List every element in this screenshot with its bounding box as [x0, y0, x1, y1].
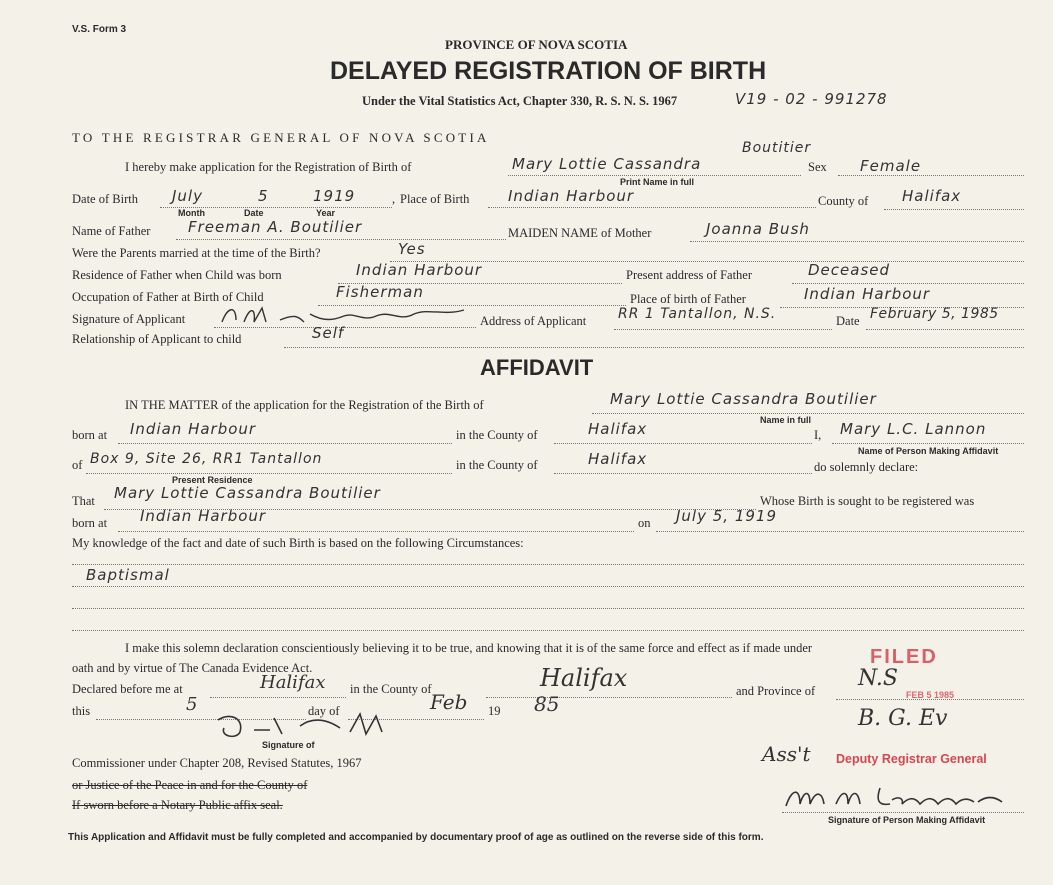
month-value: Feb: [430, 690, 468, 714]
residence-caption: Present Residence: [172, 475, 253, 485]
residence-value-2: Box 9, Site 26, RR1 Tantallon: [90, 451, 323, 467]
mother-label: MAIDEN NAME of Mother: [508, 226, 652, 240]
person-line: [832, 443, 1024, 444]
declared-county-line: [486, 697, 732, 698]
affiant-signature: [780, 780, 1020, 814]
born-at-value: Indian Harbour: [130, 420, 257, 438]
assistant-mark: Ass't: [762, 742, 811, 766]
declared-place-line: [210, 697, 346, 698]
registrar-initials: B. G. Ev: [858, 706, 948, 731]
born-at-value-2: Indian Harbour: [140, 507, 267, 525]
person-sig-caption: Signature of Person Making Affidavit: [828, 815, 986, 825]
province-label: and Province of: [736, 684, 816, 698]
county-label-1: in the County of: [456, 428, 538, 442]
that-value: Mary Lottie Cassandra Boutilier: [114, 484, 381, 502]
of-label: of: [72, 458, 83, 472]
born-at-line: [118, 443, 452, 444]
day-value: 5: [186, 694, 198, 715]
applicant-signature-label: Signature of Applicant: [72, 312, 186, 326]
on-line: [656, 531, 1024, 532]
footer-note: This Application and Affidavit must be fully completed and accompanied by documentary proof of age as outlined on the reverse side of this form.: [68, 832, 764, 843]
name-line: [508, 175, 801, 176]
province-heading: PROVINCE OF NOVA SCOTIA: [445, 37, 628, 52]
married-line: [390, 261, 1024, 262]
year-value: 85: [534, 692, 560, 716]
on-value: July 5, 1919: [676, 507, 777, 525]
child-name-value: Mary Lottie Cassandra: [512, 155, 702, 173]
this-label: this: [72, 704, 91, 718]
on-label: on: [638, 516, 651, 530]
county-value-1: Halifax: [588, 420, 648, 438]
present-address-label: Present address of Father: [626, 268, 753, 282]
filed-stamp: FILED: [870, 646, 938, 668]
intro-label: I hereby make application for the Registration of Birth of: [125, 160, 412, 174]
applicant-address-label: Address of Applicant: [480, 314, 587, 328]
father-value: Freeman A. Boutilier: [188, 218, 363, 236]
mother-line: [690, 241, 1024, 242]
county-line-1: [554, 443, 812, 444]
matter-value: Mary Lottie Cassandra Boutilier: [610, 390, 877, 408]
day-label: day of: [308, 704, 340, 718]
declaration-line-2: oath and by virtue of The Canada Evidence Act.: [72, 661, 313, 675]
application-date-label: Date: [836, 314, 860, 328]
father-line: [176, 239, 506, 240]
i-label: I,: [814, 428, 822, 442]
filed-date-stamp: FEB 5 1985: [906, 690, 955, 700]
father-birthplace-label: Place of birth of Father: [630, 292, 746, 306]
occupation-label: Occupation of Father at Birth of Child: [72, 290, 264, 304]
relationship-label: Relationship of Applicant to child: [72, 332, 242, 346]
circumstance-line-2: [72, 586, 1024, 587]
married-value: Yes: [398, 240, 426, 258]
applicant-address-line: [614, 329, 832, 330]
residence-line-2: [86, 473, 452, 474]
dob-year-value: 1919: [313, 187, 356, 205]
county-value-2: Halifax: [588, 450, 648, 468]
print-name-caption: Print Name in full: [620, 177, 695, 187]
month-caption: Month: [178, 208, 205, 218]
pob-label: Place of Birth: [400, 192, 470, 206]
born-at-line-2: [118, 531, 634, 532]
father-label: Name of Father: [72, 224, 151, 238]
residence-value: Indian Harbour: [356, 261, 483, 279]
circumstance-line-3: [72, 608, 1024, 609]
relationship-value: Self: [312, 324, 345, 342]
person-value: Mary L.C. Lannon: [840, 420, 987, 438]
dob-date-value: 5: [258, 187, 269, 205]
circumstance-line-1: [72, 564, 1024, 565]
circumstance-value: Baptismal: [86, 566, 170, 584]
act-reference: Under the Vital Statistics Act, Chapter 330, R. S. N. S. 1967: [362, 94, 678, 108]
form-title: DELAYED REGISTRATION OF BIRTH: [330, 57, 767, 85]
occupation-value: Fisherman: [336, 283, 424, 301]
knowledge-label: My knowledge of the fact and date of such Birth is based on the following Circumstances:: [72, 536, 524, 550]
commissioner-text: Commissioner under Chapter 208, Revised Statutes, 1967: [72, 756, 362, 770]
date-caption: Date: [244, 208, 264, 218]
relationship-line: [284, 347, 1024, 348]
form-code: V.S. Form 3: [72, 24, 127, 35]
present-address-line: [792, 283, 1024, 284]
matter-label: IN THE MATTER of the application for the Registration of the Birth of: [125, 398, 484, 412]
declared-place-value: Halifax: [260, 672, 326, 693]
that-label: That: [72, 494, 95, 508]
dob-month-value: July: [172, 187, 203, 205]
married-label: Were the Parents married at the time of the Birth?: [72, 246, 321, 260]
county-label-2: in the County of: [456, 458, 538, 472]
justice-text: or Justice of the Peace in and for the County of: [72, 778, 308, 792]
application-date-value: February 5, 1985: [870, 306, 999, 322]
year-caption: Year: [316, 208, 336, 218]
declare-label: do solemnly declare:: [814, 460, 919, 474]
whose-label: Whose Birth is sought to be registered was: [760, 494, 975, 508]
present-address-value: Deceased: [808, 261, 891, 279]
mother-value: Joanna Bush: [706, 220, 810, 238]
in-the-county-label: in the County of: [350, 682, 432, 696]
residence-label: Residence of Father when Child was born: [72, 268, 282, 282]
pob-value: Indian Harbour: [508, 187, 635, 205]
year-prefix: 19: [488, 704, 501, 718]
province-value: N.S: [858, 666, 898, 691]
name-full-caption: Name in full: [760, 415, 812, 425]
county-value: Halifax: [902, 187, 962, 205]
notary-text: If sworn before a Notary Public affix seal.: [72, 798, 283, 812]
deputy-registrar-stamp: Deputy Registrar General: [836, 752, 987, 766]
county-line-2: [554, 473, 812, 474]
affiant-signature-line: [782, 812, 1024, 813]
sex-label: Sex: [808, 160, 827, 174]
affidavit-title: AFFIDAVIT: [480, 355, 594, 380]
signature-of-caption: Signature of: [262, 740, 315, 750]
born-at-label: born at: [72, 428, 108, 442]
person-caption: Name of Person Making Affidavit: [858, 446, 999, 456]
sex-line: [838, 175, 1024, 176]
sex-value: Female: [860, 157, 922, 175]
declared-label: Declared before me at: [72, 682, 183, 696]
county-line: [884, 209, 1024, 210]
addressee: TO THE REGISTRAR GENERAL OF NOVA SCOTIA: [72, 130, 490, 145]
father-birthplace-value: Indian Harbour: [804, 285, 931, 303]
county-label: County of: [818, 194, 869, 208]
declared-county-value: Halifax: [540, 664, 628, 692]
child-surname-value: Boutitier: [742, 140, 812, 156]
application-date-line: [866, 329, 1024, 330]
registration-number: V19 - 02 - 991278: [735, 90, 888, 108]
commissioner-signature: [210, 708, 400, 742]
matter-line: [592, 413, 1024, 414]
applicant-address-value: RR 1 Tantallon, N.S.: [618, 306, 777, 322]
circumstance-line-4: [72, 630, 1024, 631]
pob-line: [488, 207, 816, 208]
dob-label: Date of Birth: [72, 192, 138, 206]
declaration-line-1: I make this solemn declaration conscientiously believing it to be true, and knowing that it is of the same force and effect as if made under: [125, 641, 813, 655]
pob-prefix: ,: [392, 192, 396, 206]
born-at-label-2: born at: [72, 516, 108, 530]
